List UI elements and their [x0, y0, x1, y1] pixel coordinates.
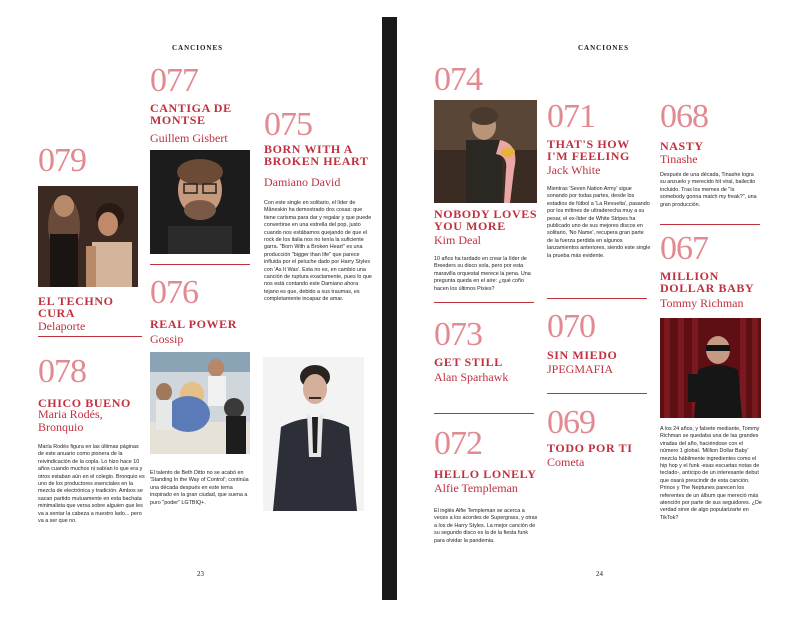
entry-artist-079: Delaporte: [38, 319, 86, 333]
divider: [434, 413, 534, 414]
entry-body-071: Mientras 'Seven Nation Army' sigue sonando por todas partes, desde los estadios de fútbol a 'La Revuelta', pasando por los mítines de ultraderecha muy a su pesar, el ex-líder de White Stripes ha publicado uno de sus mejores discos en solitario, 'No Name', recupera gran parte de la fuerza perdida en algunos lanzamientos anteriores, siendo este single la prueba más evidente.: [547, 186, 651, 259]
photo-delaporte: [38, 186, 138, 287]
entry-body-076: El talento de Beth Ditto no se acabó en 'Standing In the Way of Control'; continúa una década después en este tema inspirado en la gran ciudad, que suena a puro "poder" LGTBIQ+.: [150, 470, 249, 506]
entry-artist-067: Tommy Richman: [660, 296, 744, 310]
entry-number-073: 073: [434, 316, 482, 353]
entry-artist-075: Damiano David: [264, 175, 341, 189]
page-number-right: 24: [596, 570, 603, 578]
entry-title-069: TODO POR TI: [547, 441, 633, 455]
book-spine: [382, 17, 397, 600]
entry-artist-071: Jack White: [547, 163, 601, 177]
photo-kim-deal: [434, 100, 537, 203]
entry-title-078: CHICO BUENO: [38, 396, 131, 410]
entry-artist-069: Cometa: [547, 455, 585, 469]
divider: [434, 302, 534, 303]
entry-title-073: GET STILL: [434, 355, 503, 369]
divider: [547, 298, 647, 299]
entry-number-069: 069: [547, 404, 595, 441]
entry-body-075: Con este single en solitario, el líder de Måneskin ha demostrado dos cosas: que tiene carisma para dar y regalar y que puede convertirse en una estrella del pop, justo cuando nos estábamos quejando de que el rock de los italia nos no tenía la suficiente garra. "Born With a Broken Heart" es una producción "bigger than life" que parece influida por el peluche dado por Harry Styles con 'As It Was'. Esta no es, en cambio una canción de ruptura exactamente, pues lo que nos está contando este Damiano ahora tejano es que, debido a sus traumas, es completamente incapaz de amar.: [264, 200, 372, 303]
entry-number-075: 075: [264, 106, 312, 143]
photo-tommy-richman: [660, 318, 761, 418]
entry-number-072: 072: [434, 425, 482, 462]
divider: [660, 224, 760, 225]
entry-number-074: 074: [434, 61, 482, 98]
entry-body-067: A los 24 años, y falsete mediante, Tommy Richman se quedaba una de las grandes viradas del año, haciéndose con el número 1 global. 'Million Dollar Baby' mezcla hábilmente ingredientes como el hip hop y el funk -esas escuetas notas de teclado-, anticipo de un interesante debut que osará prescindir de esta canción. Prince y The Neptunes parecen los referentes de un álbum que mereció más atención por parte de sus seguidores. ¿De verdad sirve de algo popularizarte en TikTok?: [660, 426, 762, 521]
entry-body-068: Después de una década, Tinashe logra su anzuelo y merecido hit viral, bailecito incluido. Tras los memes de "Is somebody gonna match my freak?", una gran producción.: [660, 172, 757, 208]
entry-number-078: 078: [38, 353, 86, 390]
entry-title-071: THAT'S HOW I'M FEELING: [547, 137, 630, 163]
entry-title-075: BORN WITH A BROKEN HEART: [264, 142, 369, 168]
entry-title-077: CANTIGA DE MONTSE: [150, 101, 232, 127]
entry-artist-074: Kim Deal: [434, 233, 481, 247]
entry-artist-077: Guillem Gisbert: [150, 131, 228, 145]
photo-damiano-david: [263, 357, 364, 511]
entry-number-076: 076: [150, 274, 198, 311]
entry-title-076: REAL POWER: [150, 317, 238, 331]
entry-number-077: 077: [150, 62, 198, 99]
entry-body-078: María Rodés figura en las últimas páginas de este anuario como pionera de la reivindicación de la copla. Lo hizo hace 10 años cuando muchos ni sabían lo que era y otros estaban aún en el colegio. Bronquio es uno de los productores esenciales en la mezcla de electrónica y tradición. Ambos se sacan partido mutuamente en esta bachata minimalista que versa sobre alguien que les va a sentar la cabeza a nuestro lado... pero va a ser que no.: [38, 444, 145, 525]
entry-number-067: 067: [660, 230, 708, 267]
photo-guillem-gisbert: [150, 150, 250, 254]
entry-title-070: SIN MIEDO: [547, 348, 618, 362]
entry-artist-070: JPEGMAFIA: [547, 362, 614, 376]
entry-number-071: 071: [547, 98, 595, 135]
entry-body-074: 10 años ha tardado en crear la líder de Breeders su disco sola, pero por esta maravilla orquestal merece la pena. Una pregunta queda en el aire: ¿qué coño hacen los últimos Pixies?: [434, 256, 531, 292]
divider: [150, 264, 250, 265]
entry-title-072: HELLO LONELY: [434, 467, 537, 481]
entry-title-068: NASTY: [660, 139, 704, 153]
entry-title-074: NOBODY LOVES YOU MORE: [434, 207, 538, 233]
divider: [547, 393, 647, 394]
divider: [38, 336, 142, 337]
entry-title-067: MILLION DOLLAR BABY: [660, 269, 755, 295]
entry-number-070: 070: [547, 308, 595, 345]
entry-number-068: 068: [660, 98, 708, 135]
entry-artist-068: Tinashe: [660, 152, 698, 166]
entry-artist-072: Alfie Templeman: [434, 481, 518, 495]
entry-number-079: 079: [38, 142, 86, 179]
entry-artist-073: Alan Sparhawk: [434, 370, 509, 384]
section-header-right: CANCIONES: [578, 44, 630, 52]
page-number-left: 23: [197, 570, 204, 578]
entry-title-079: EL TECHNO CURA: [38, 294, 114, 320]
entry-body-072: El inglés Alfie Templeman se acerca a veces a los acordes de Supergrass, y otras a los de Harry Styles. La mejor canción de su segundo disco es la de la fiesta funk para olvidar la pandemia.: [434, 508, 538, 544]
section-header-left: CANCIONES: [172, 44, 224, 52]
photo-gossip: [150, 352, 250, 454]
entry-artist-078: Maria Rodés, Bronquio: [38, 407, 103, 434]
entry-artist-076: Gossip: [150, 332, 184, 346]
